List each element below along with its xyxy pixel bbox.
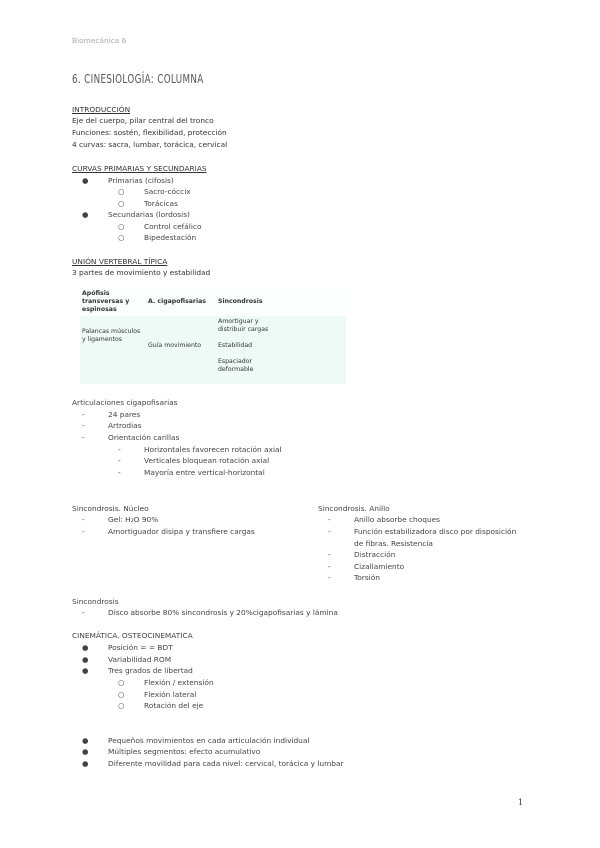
intro-line: Eje del cuerpo, pilar central del tronco (72, 116, 214, 125)
list-item-text: Control cefálico (144, 222, 202, 231)
page-header: Biomecánica 6 (72, 36, 127, 45)
list-item: - Mayoría entre vertical-horizontal (118, 468, 265, 477)
intro-line: 4 curvas: sacra, lumbar, torácica, cervical (72, 140, 228, 149)
list-item-text: Torácicas (144, 199, 178, 208)
table-cell-text: Espaciador deformable (218, 358, 254, 373)
list-item-text: Flexión lateral (144, 690, 197, 699)
list-item-text: Bipedestación (144, 233, 197, 242)
table-row (80, 316, 346, 384)
table-cell (216, 316, 346, 384)
list-item-text: Función estabilizadora disco por disposición (354, 527, 517, 536)
list-item-text: Rotación del eje (144, 701, 204, 710)
union-line: 3 partes de movimiento y estabilidad (72, 268, 211, 277)
list-item: ○ Flexión lateral (118, 690, 197, 699)
artic-heading: Articulaciones cigapofisarias (72, 398, 178, 407)
intro-heading: INTRODUCCIÓN (72, 105, 131, 114)
list-item-text: Tres grados de libertad (108, 666, 193, 675)
list-item-text: Orientación carillas (108, 433, 180, 442)
list-item: - Disco absorbe 80% sincondrosis y 20%cigapofisarias y lámina (82, 608, 338, 617)
list-item: ● Posición = = BDT (82, 643, 173, 652)
list-item: ● Múltiples segmentos: efecto acumulativo (82, 747, 261, 756)
list-item: - Horizontales favorecen rotación axial (118, 445, 282, 454)
list-item: - Cizallamiento (328, 562, 405, 571)
list-item-text: Posición = = BDT (108, 643, 173, 652)
anillo-heading: Sincondrosis. Anillo (318, 504, 390, 513)
list-item: ● Primarias (cifosis) (82, 176, 174, 185)
list-item: - Artrodias (82, 421, 142, 430)
list-item-text: Artrodias (108, 421, 142, 430)
table-header: A. cigapofisarias (146, 287, 216, 316)
list-item: - Orientación carillas (82, 433, 180, 442)
list-item: ○ Control cefálico (118, 222, 202, 231)
list-item-text: Anillo absorbe choques (354, 515, 441, 524)
list-item-text: Primarias (cifosis) (108, 176, 174, 185)
sincondrosis-heading: Sincondrosis (72, 597, 119, 606)
table-cell: Guía movimiento (148, 342, 202, 349)
list-item: ● Variabilidad ROM (82, 655, 172, 664)
cinematica-heading: CINEMÁTICA. OSTEOCINEMATICA (72, 631, 193, 640)
nucleo-heading: Sincondrosis. Núcleo (72, 504, 149, 513)
list-item-text: Diferente movilidad para cada nivel: cervical, torácica y lumbar (108, 759, 344, 768)
list-item-text: Amortiguador disipa y transfiere cargas (108, 527, 255, 536)
list-item-text: Gel: H₂O 90% (108, 515, 159, 524)
list-item: - 24 pares (82, 410, 141, 419)
table-header: Apófisis transversas y espinosas (80, 287, 146, 316)
table-cell-text: Amortiguar y distribuir cargas (218, 318, 269, 333)
list-item: ○ Rotación del eje (118, 701, 204, 710)
list-item-text: Múltiples segmentos: efecto acumulativo (108, 747, 261, 756)
list-item-text: Verticales bloquean rotación axial (144, 456, 270, 465)
list-item: ● Pequeños movimientos en cada articulación individual (82, 736, 310, 745)
list-item: - Gel: H₂O 90% (82, 515, 159, 524)
list-item-text: Secundarias (lordosis) (108, 210, 190, 219)
list-item-text: Sacro-cóccix (144, 187, 191, 196)
page-number: 1 (518, 798, 524, 807)
table-header: Sincondrosis (216, 287, 346, 316)
list-item-text: Mayoría entre vertical-horizontal (144, 468, 265, 477)
vertebral-table (80, 287, 346, 384)
list-item: - Verticales bloquean rotación axial (118, 456, 270, 465)
list-item: ● Diferente movilidad para cada nivel: cervical, torácica y lumbar (82, 759, 344, 768)
list-item: ○ Sacro-cóccix (118, 187, 191, 196)
list-item-text: 24 pares (108, 410, 141, 419)
list-item-text: Flexión / extensión (144, 678, 214, 687)
list-item-text: Pequeños movimientos en cada articulación individual (108, 736, 310, 745)
page-title: 6. CINESIOLOGÍA: COLUMNA (72, 71, 204, 86)
intro-line: Funciones: sostén, flexibilidad, protección (72, 128, 227, 137)
list-item-continuation: de fibras. Resistencia (354, 539, 433, 548)
list-item-text: Distracción (354, 550, 396, 559)
list-item-text: Variabilidad ROM (108, 655, 172, 664)
table-header-row (80, 287, 346, 316)
curvas-heading: CURVAS PRIMARIAS Y SECUNDARIAS (72, 164, 207, 173)
list-item: ● Tres grados de libertad (82, 666, 193, 675)
list-item-text: Horizontales favorecen rotación axial (144, 445, 282, 454)
table-cell-text: Estabilidad (218, 342, 253, 349)
list-item: ○ Torácicas (118, 199, 178, 208)
list-item-text: Torsión (354, 573, 380, 582)
list-item: - Anillo absorbe choques (328, 515, 441, 524)
list-item-text: Cizallamiento (354, 562, 405, 571)
list-item: ○ Flexión / extensión (118, 678, 214, 687)
list-item: - Distracción (328, 550, 396, 559)
list-item-text: Disco absorbe 80% sincondrosis y 20%cigapofisarias y lámina (108, 608, 338, 617)
table-cell: Palancas músculos y ligamentos (82, 328, 141, 343)
list-item: ● Secundarias (lordosis) (82, 210, 190, 219)
list-item: - Torsión (328, 573, 380, 582)
list-item: - Amortiguador disipa y transfiere cargas (82, 527, 255, 536)
union-heading: UNIÓN VERTEBRAL TÍPICA (72, 257, 168, 266)
list-item: - Función estabilizadora disco por disposición (328, 527, 517, 536)
list-item: ○ Bipedestación (118, 233, 197, 242)
